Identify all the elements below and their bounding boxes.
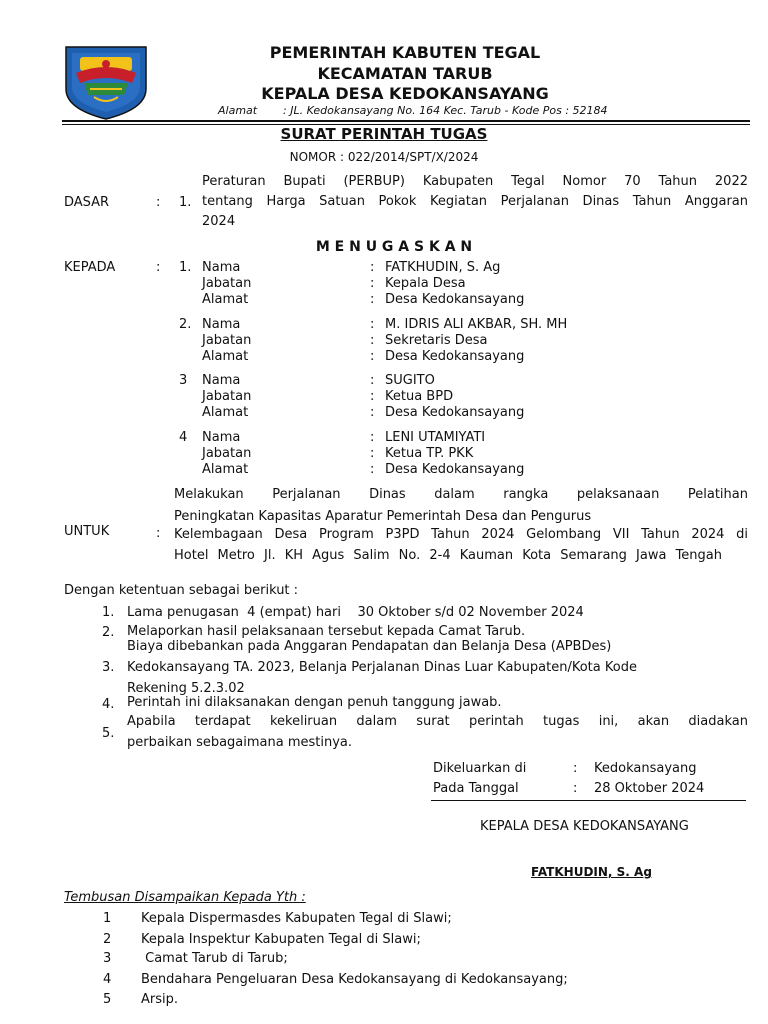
ketentuan-number: 3. [102,660,115,675]
untuk-line: Kelembagaan Desa Program P3PD Tahun 2024 Gelombang VII Tahun 2024 di [174,527,748,542]
dasar-line: tentang Harga Satuan Pokok Kegiatan Perjalanan Dinas Tahun Anggaran [202,194,748,209]
tembusan-item: Kepala Dispermasdes Kabupaten Tegal di Slawi; [141,911,452,926]
issued-date-label: Pada Tanggal [433,781,519,796]
address-value: : JL. Kedokansayang No. 164 Kec. Tarub - Kode Pos : 52184 [283,104,608,117]
nama-label: Nama [202,430,241,445]
field-colon: : [370,373,375,388]
person-address: Desa Kedokansayang [385,462,525,477]
person-name: SUGITO [385,373,435,388]
menugaskan-heading: M E N U G A S K A N [315,239,473,255]
ketentuan-text: Apabila terdapat kekeliruan dalam surat perintah tugas ini, akan diadakan [127,714,748,729]
person-position: Ketua TP. PKK [385,446,474,461]
jabatan-label: Jabatan [202,389,252,404]
issued-date-colon: : [573,781,578,796]
untuk-line: Melakukan Perjalanan Dinas dalam rangka pelaksanaan Pelatihan [174,487,748,502]
person-number: 1. [179,260,192,275]
alamat-label: Alamat [202,349,249,364]
tembusan-item: Bendahara Pengeluaran Desa Kedokansayang di Kedokansayang; [141,972,568,987]
untuk-label: UNTUK [64,524,110,539]
issued-place-value: Kedokansayang [594,761,697,776]
jabatan-label: Jabatan [202,333,252,348]
tembusan-number: 1 [103,911,112,926]
person-position: Ketua BPD [385,389,454,404]
jabatan-label: Jabatan [202,446,252,461]
header-district: KECAMATAN TARUB [317,64,493,83]
person-name: M. IDRIS ALI AKBAR, SH. MH [385,317,568,332]
signer-position: KEPALA DESA KEDOKANSAYANG [480,819,689,834]
dasar-number: 1. [179,195,192,210]
header-rule-thick [62,120,750,122]
person-number: 2. [179,317,192,332]
signer-name: FATKHUDIN, S. Ag [531,865,652,879]
field-colon: : [370,276,375,291]
person-position: Kepala Desa [385,276,466,291]
untuk-line: Hotel Metro Jl. KH Agus Salim No. 2-4 Kauman Kota Semarang Jawa Tengah [174,548,722,563]
person-address: Desa Kedokansayang [385,349,525,364]
ketentuan-number: 4. [102,697,115,712]
person-address: Desa Kedokansayang [385,405,525,420]
issued-divider [431,800,746,801]
field-colon: : [370,333,375,348]
tembusan-number: 5 [103,992,112,1007]
ketentuan-number: 5. [102,726,115,741]
ketentuan-text: Biaya dibebankan pada Anggaran Pendapatan dan Belanja Desa (APBDes) [127,639,612,654]
issued-date-value: 28 Oktober 2024 [594,781,705,796]
field-colon: : [370,405,375,420]
tembusan-number: 2 [103,932,112,947]
dasar-line: Peraturan Bupati (PERBUP) Kabupaten Tegal Nomor 70 Tahun 2022 [202,174,748,189]
dasar-label: DASAR [64,195,110,210]
alamat-label: Alamat [202,405,249,420]
alamat-label: Alamat [202,462,249,477]
person-name: FATKHUDIN, S. Ag [385,260,501,275]
header-government: PEMERINTAH KABUTEN TEGAL [269,43,541,62]
person-number: 3 [179,373,188,388]
tembusan-number: 3 [103,951,112,966]
untuk-colon: : [156,526,161,541]
ketentuan-text: Melaporkan hasil pelaksanaan tersebut kepada Camat Tarub. [127,624,526,639]
tembusan-title: Tembusan Disampaikan Kepada Yth : [64,890,306,905]
dasar-line: 2024 [202,214,236,229]
tembusan-item: Camat Tarub di Tarub; [141,951,288,966]
jabatan-label: Jabatan [202,276,252,291]
header-village-head: KEPALA DESA KEDOKANSAYANG [261,84,549,103]
address-label: Alamat [218,104,258,117]
document-number: NOMOR : 022/2014/SPT/X/2024 [289,150,479,164]
issued-place-colon: : [573,761,578,776]
regency-emblem-icon [62,43,150,121]
kepada-label: KEPADA [64,260,116,275]
dasar-colon: : [156,195,161,210]
ketentuan-text: Lama penugasan 4 (empat) hari 30 Oktober s/d 02 November 2024 [127,605,584,620]
field-colon: : [370,349,375,364]
field-colon: : [370,430,375,445]
issued-place-label: Dikeluarkan di [433,761,527,776]
tembusan-item: Kepala Inspektur Kabupaten Tegal di Slawi; [141,932,421,947]
person-number: 4 [179,430,188,445]
tembusan-item: Arsip. [141,992,179,1007]
person-name: LENI UTAMIYATI [385,430,486,445]
ketentuan-text: Perintah ini dilaksanakan dengan penuh tanggung jawab. [127,695,502,710]
nama-label: Nama [202,373,241,388]
field-colon: : [370,317,375,332]
kepada-colon: : [156,260,161,275]
ketentuan-intro: Dengan ketentuan sebagai berikut : [64,583,299,598]
nama-label: Nama [202,260,241,275]
person-position: Sekretaris Desa [385,333,488,348]
field-colon: : [370,260,375,275]
ketentuan-number: 2. [102,625,115,640]
field-colon: : [370,462,375,477]
nama-label: Nama [202,317,241,332]
field-colon: : [370,446,375,461]
field-colon: : [370,389,375,404]
ketentuan-number: 1. [102,605,115,620]
ketentuan-text: perbaikan sebagaimana mestinya. [127,735,353,750]
field-colon: : [370,292,375,307]
document-title: SURAT PERINTAH TUGAS [280,125,488,143]
person-address: Desa Kedokansayang [385,292,525,307]
ketentuan-text: Kedokansayang TA. 2023, Belanja Perjalanan Dinas Luar Kabupaten/Kota Kode [127,660,637,675]
tembusan-number: 4 [103,972,112,987]
untuk-line: Peningkatan Kapasitas Aparatur Pemerintah Desa dan Pengurus [174,509,592,524]
ketentuan-text: Rekening 5.2.3.02 [127,681,245,696]
alamat-label: Alamat [202,292,249,307]
